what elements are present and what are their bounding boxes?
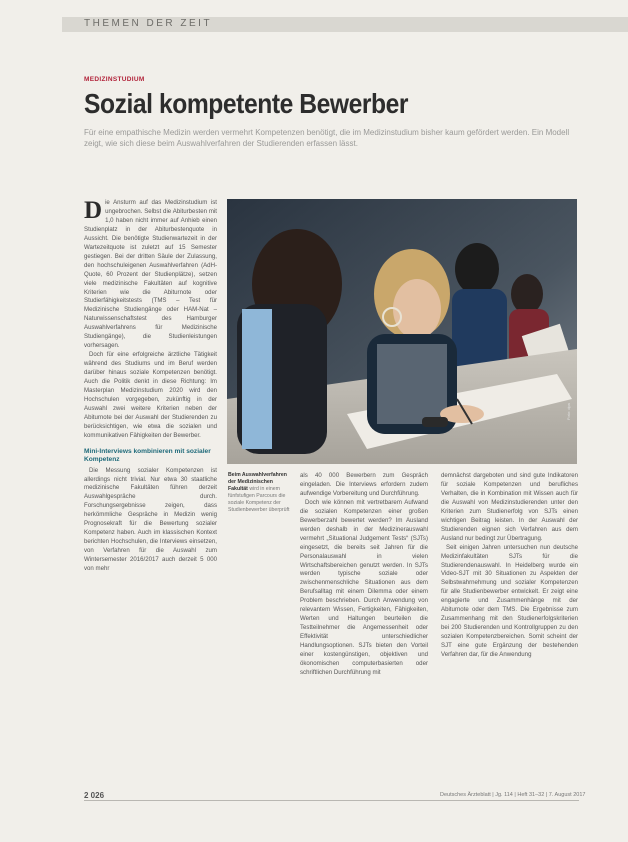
text-column-3 [441,472,578,787]
photo-caption [228,472,290,514]
students-writing-photo-illustration [227,199,577,464]
article-kicker: MEDIZINSTUDIUM [84,76,145,83]
article-photo [227,199,577,464]
photo-credit: Foto: dpa [566,403,571,420]
body-paragraph: Doch wie können mit vertretbarem Aufwand die sozialen Kompetenzen einer großen Bewerberzahl bewertet werden? Im Ausland werden deshalb in der Medizinerauswahl vermehrt „Situational Judgement Tests“ (SJTs) eingesetzt, die bereits seit Jahren für die Personalauswahl in vielen Wirtschaftsbereichen genutzt werden. In SJTs werden typische soziale oder zwischenmenschliche Situationen aus dem Berufsalltag mit einem Dilemma oder einem Problem beschrieben. Durch Anwendung von relevantem Wissen, Fertigkeiten, Fähigkeiten, Werten und Haltungen beurteilen die Testteilnehmer die Angemessenheit oder Effektivität unterschiedlicher Handlungsoptionen. SJTs bieten den Vorteil einer kostengünstigen, objektiven und ökonomischen computerbasierten oder schriftlichen Durchführung mit [300,498,428,676]
section-banner-label: THEMEN DER ZEIT [84,18,213,29]
body-paragraph: demnächst dargeboten und sind gute Indikatoren für soziale Kompetenzen und berufliches Verhalten, die in Kombination mit Wissen auch für die Auswahl von Medizinstudierenden unter den Kriterien zum Studienerfolg von SJTs einen wichtigen Beitrag leisten. In der Auswahl der Studierenden eignen sich Verfahren aus dem Ausland nur bedingt zur Übertragung. [441,472,578,542]
page-number: 2 026 [84,791,105,800]
caption-title: Beim Auswahlverfahren der Medizinischen Fakultät [228,472,287,492]
intro-text: ie Ansturm auf das Medizinstudium ist ungebrochen. Selbst die Abiturbesten mit 1,0 haben nicht immer auf Anhieb einen Studienplatz in der Abiturbestenquote in Aussicht. Die benötigte Studienwartezeit in der Wartezeitquote ist zuletzt auf 15 Semester gestiegen. Bei der dritten Säule der Zulassung, den hochschuleigenen Auswahlverfahren (AdH-Quote, 60 Prozent der Studienplätze), setzen viele medizinische Fakultäten auf kognitive Kriterien wie die Abiturnote oder Studierfähigkeitstests (TMS – Test für Medizinische Studiengänge oder HAM-Nat – Naturwissenschaftstest des Hamburger Auswahlverfahrens für Medizinische Studiengänge), die Studienleistungen vorhersagen. [84,199,217,350]
article-headline: Sozial kompetente Bewerber [84,88,409,119]
journal-citation: Deutsches Ärzteblatt | Jg. 114 | Heft 31–32 | 7. August 2017 [440,792,586,798]
footer-rule [84,800,579,801]
body-paragraph: Seit einigen Jahren untersuchen nun deutsche Medizinfakultäten SJTs für die Studierendenauswahl. In Heidelberg wurde ein Video-SJT mit 30 Situationen zu Aspekten der Selbstwahrnehmung und sozialer Kompetenzen für alle Studienbewerber entwickelt. Er zeigt eine engagierte und Zusammenhänge mit der Abiturnote oder dem TMS. Die Ergebnisse zum Zusammenhang mit den Studienerfolgskriterien bei 200 Studierenden und Kontrollgruppen zu den sozialen Kompetenzbereichen. Somit scheint der SJT eine gute Ergänzung der bestehenden Verfahren dar, für die Anwendung [441,543,578,659]
body-paragraph: als 40 000 Bewerbern zum Gespräch eingeladen. Die Interviews erfordern zudem aufwendige Vorbereitung und Durchführung. [300,472,428,497]
intro-paragraph [84,199,217,351]
text-column-2 [300,472,428,787]
caption-body: wird in einem fünfstufigen Parcours die soziale Kompetenz der Studienbewerber überprüft [228,486,290,513]
article-lead: Für eine empathische Medizin werden vermehrt Kompetenzen benötigt, die im Medizinstudium bisher kaum gefördert werden. Ein Modell zeigt, wie sich diese beim Auswahlverfahren der Studierenden erfassen lässt. [84,128,570,148]
body-paragraph: Die Messung sozialer Kompetenzen ist allerdings nicht trivial. Nur etwa 30 staatliche medizinische Fakultäten führen derzeit Auswahlgespräche durch. Forschungsergebnisse zeigen, dass herkömmliche Gespräche in Medizin wenig Prognosekraft für die Bewertung sozialer Kompetenz haben. Auch im klassischen Kontext berichten Hochschulen, die Interviews einsetzen, von Verfahren für die Auswahl zum Wintersemester 2016/2017 auch derzeit 5 000 von mehr [84,466,217,573]
text-column-1 [84,199,217,779]
section-banner [62,17,628,32]
body-paragraph: Doch für eine erfolgreiche ärztliche Tätigkeit während des Studiums und im Beruf werden darüber hinaus soziale Kompetenzen benötigt. Auch die Politik denkt in diese Richtung: Im Masterplan Medizinstudium 2020 wird den Hochschulen vorgegeben, zukünftig in der Auswahl zwei weitere Kriterien neben der Abiturnote bei der Auswahl der Studierenden zu berücksichtigen, wie etwa die sozialen und kommunikativen Fähigkeiten der Bewerber. [84,351,217,439]
drop-cap: D [84,197,103,224]
section-subheading: Mini-Interviews kombinieren mit sozialer Kompetenz [84,447,211,464]
